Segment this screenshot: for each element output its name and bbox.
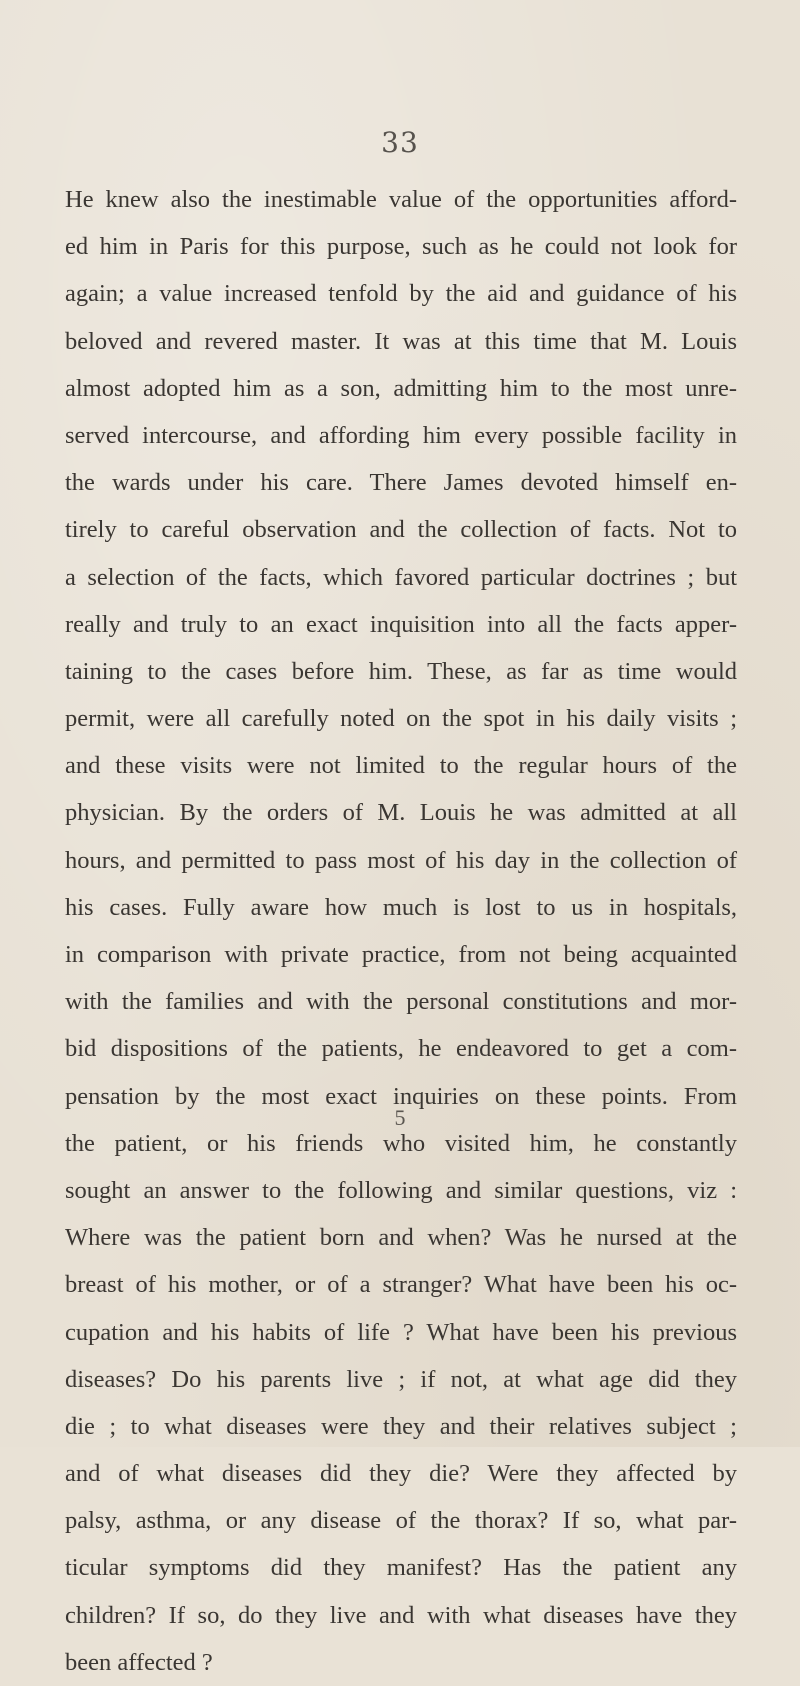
text-line: a selection of the facts, which favored particular doctrines ; but	[65, 563, 737, 591]
text-line: in comparison with private practice, from not being acquainted	[65, 941, 737, 968]
text-line: served intercourse, and affording him every possible facility in	[65, 421, 737, 449]
text-line: beloved and revered master. It was at this time that M. Louis	[65, 327, 737, 355]
text-line: cupation and his habits of life ? What have been his previous	[65, 1318, 737, 1346]
text-line: with the families and with the personal constitutions and mor-	[65, 988, 737, 1016]
text-line: and these visits were not limited to the regular hours of the	[65, 752, 737, 780]
text-line: really and truly to an exact inquisition into all the facts apper-	[65, 610, 737, 638]
text-line: palsy, asthma, or any disease of the thorax? If so, what par-	[65, 1507, 737, 1535]
text-line: ed him in Paris for this purpose, such as he could not look for	[65, 233, 737, 261]
text-line: sought an answer to the following and similar questions, viz :	[65, 1176, 737, 1204]
text-line: pensation by the most exact inquiries on these points. From	[65, 1082, 737, 1110]
signature-mark: 5	[394, 1105, 406, 1130]
text-line: tirely to careful observation and the collection of facts. Not to	[65, 516, 737, 544]
text-line: diseases? Do his parents live ; if not, at what age did they	[65, 1365, 737, 1393]
body-text	[65, 176, 737, 1686]
text-line: children? If so, do they live and with what diseases have they	[65, 1601, 737, 1629]
text-line: He knew also the inestimable value of the opportunities afford-	[65, 186, 737, 213]
text-line: Where was the patient born and when? Was he nursed at the	[65, 1224, 737, 1252]
text-line: and of what diseases did they die? Were they affected by	[65, 1460, 737, 1488]
text-line: been affected ?	[65, 1648, 213, 1676]
text-line: die ; to what diseases were they and their relatives subject ;	[65, 1412, 737, 1440]
page-number: 33	[381, 126, 419, 159]
text-line: hours, and permitted to pass most of his day in the collection of	[65, 846, 737, 874]
text-line: bid dispositions of the patients, he endeavored to get a com-	[65, 1035, 737, 1063]
text-line: permit, were all carefully noted on the spot in his daily visits ;	[65, 705, 737, 733]
text-line: ticular symptoms did they manifest? Has the patient any	[65, 1554, 737, 1582]
text-line: the wards under his care. There James devoted himself en-	[65, 469, 737, 497]
text-line: almost adopted him as a son, admitting him to the most unre-	[65, 374, 737, 402]
text-line: again; a value increased tenfold by the aid and guidance of his	[65, 280, 737, 308]
text-line: taining to the cases before him. These, as far as time would	[65, 657, 737, 685]
text-line: his cases. Fully aware how much is lost to us in hospitals,	[65, 893, 737, 921]
text-line: breast of his mother, or of a stranger? What have been his oc-	[65, 1271, 737, 1299]
text-line: the patient, or his friends who visited him, he constantly	[65, 1129, 737, 1157]
text-line: physician. By the orders of M. Louis he was admitted at all	[65, 799, 737, 827]
